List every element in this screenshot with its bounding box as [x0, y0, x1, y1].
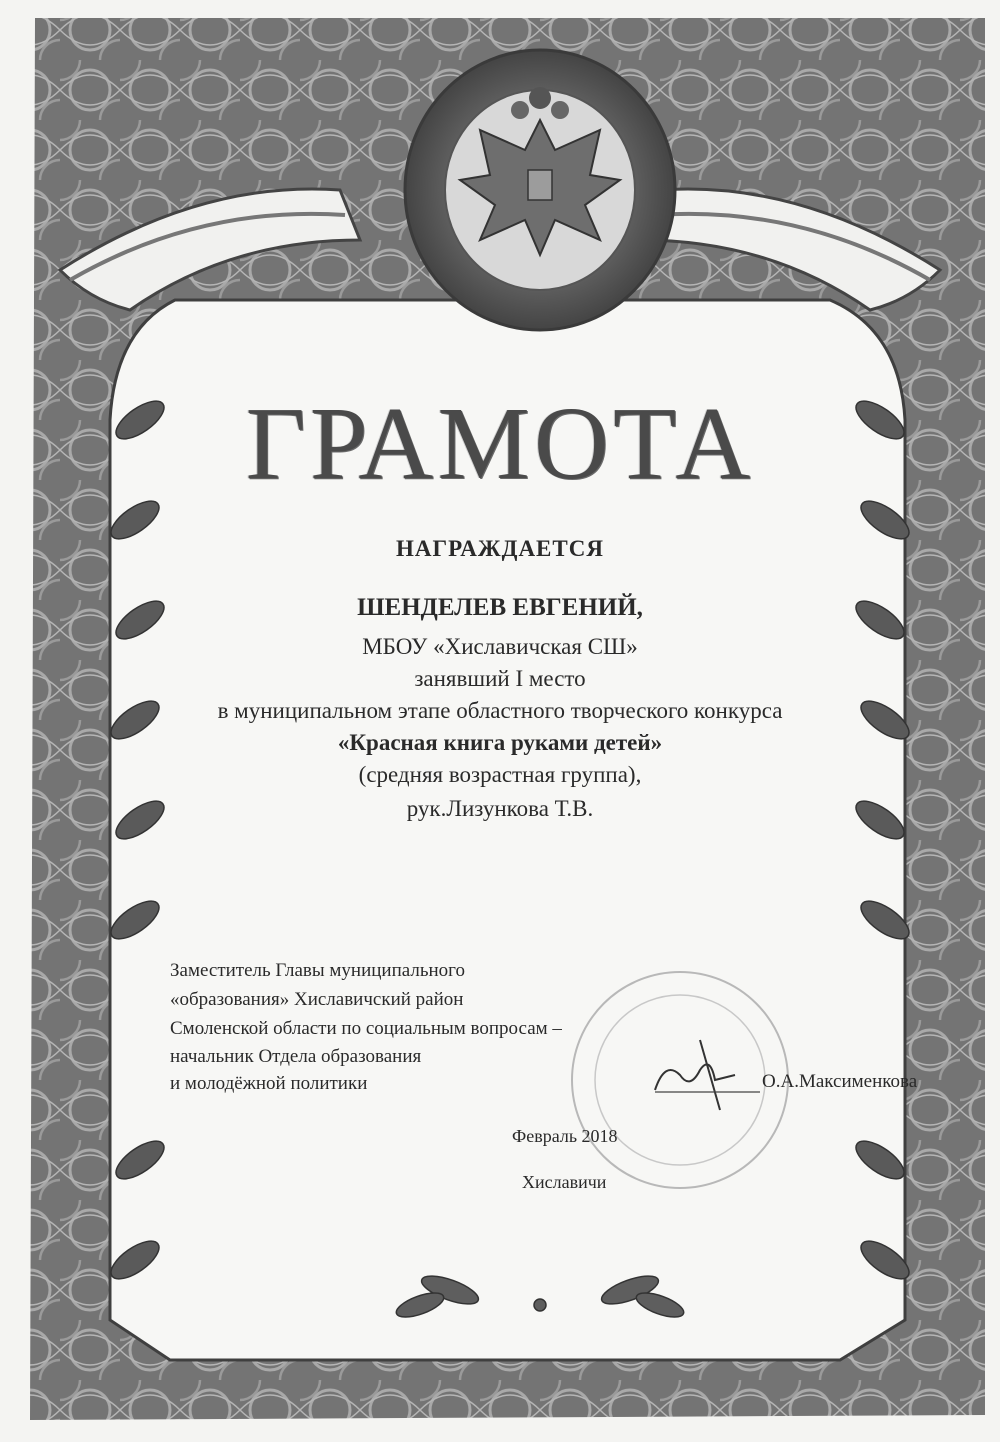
- certificate-title: ГРАМОТА: [245, 386, 755, 501]
- signature-line-1: Заместитель Главы муниципального: [170, 960, 465, 981]
- signature-line-5: и молодёжной политики: [170, 1073, 368, 1094]
- age-group: (средняя возрастная группа),: [358, 762, 642, 787]
- awarded-label: НАГРАЖДАЕТСЯ: [396, 536, 604, 561]
- place-text: занявший I место: [414, 666, 586, 691]
- school-name: МБОУ «Хиславичская СШ»: [362, 634, 638, 659]
- supervisor: рук.Лизункова Т.В.: [406, 796, 594, 821]
- signer-name: О.А.Максименкова: [762, 1071, 918, 1092]
- contest-name: «Красная книга руками детей»: [337, 730, 663, 755]
- contest-stage: в муниципальном этапе областного творческого конкурса: [217, 698, 783, 723]
- issue-date: Февраль 2018: [512, 1126, 618, 1146]
- signature-line-3: Смоленской области по социальным вопросам –: [170, 1018, 562, 1039]
- issue-place: Хиславичи: [522, 1172, 607, 1192]
- recipient-name: ШЕНДЕЛЕВ ЕВГЕНИЙ,: [357, 594, 643, 621]
- signature-line-4: начальник Отдела образования: [170, 1046, 422, 1067]
- signature-line-2: «образования» Хиславичский район: [170, 989, 464, 1010]
